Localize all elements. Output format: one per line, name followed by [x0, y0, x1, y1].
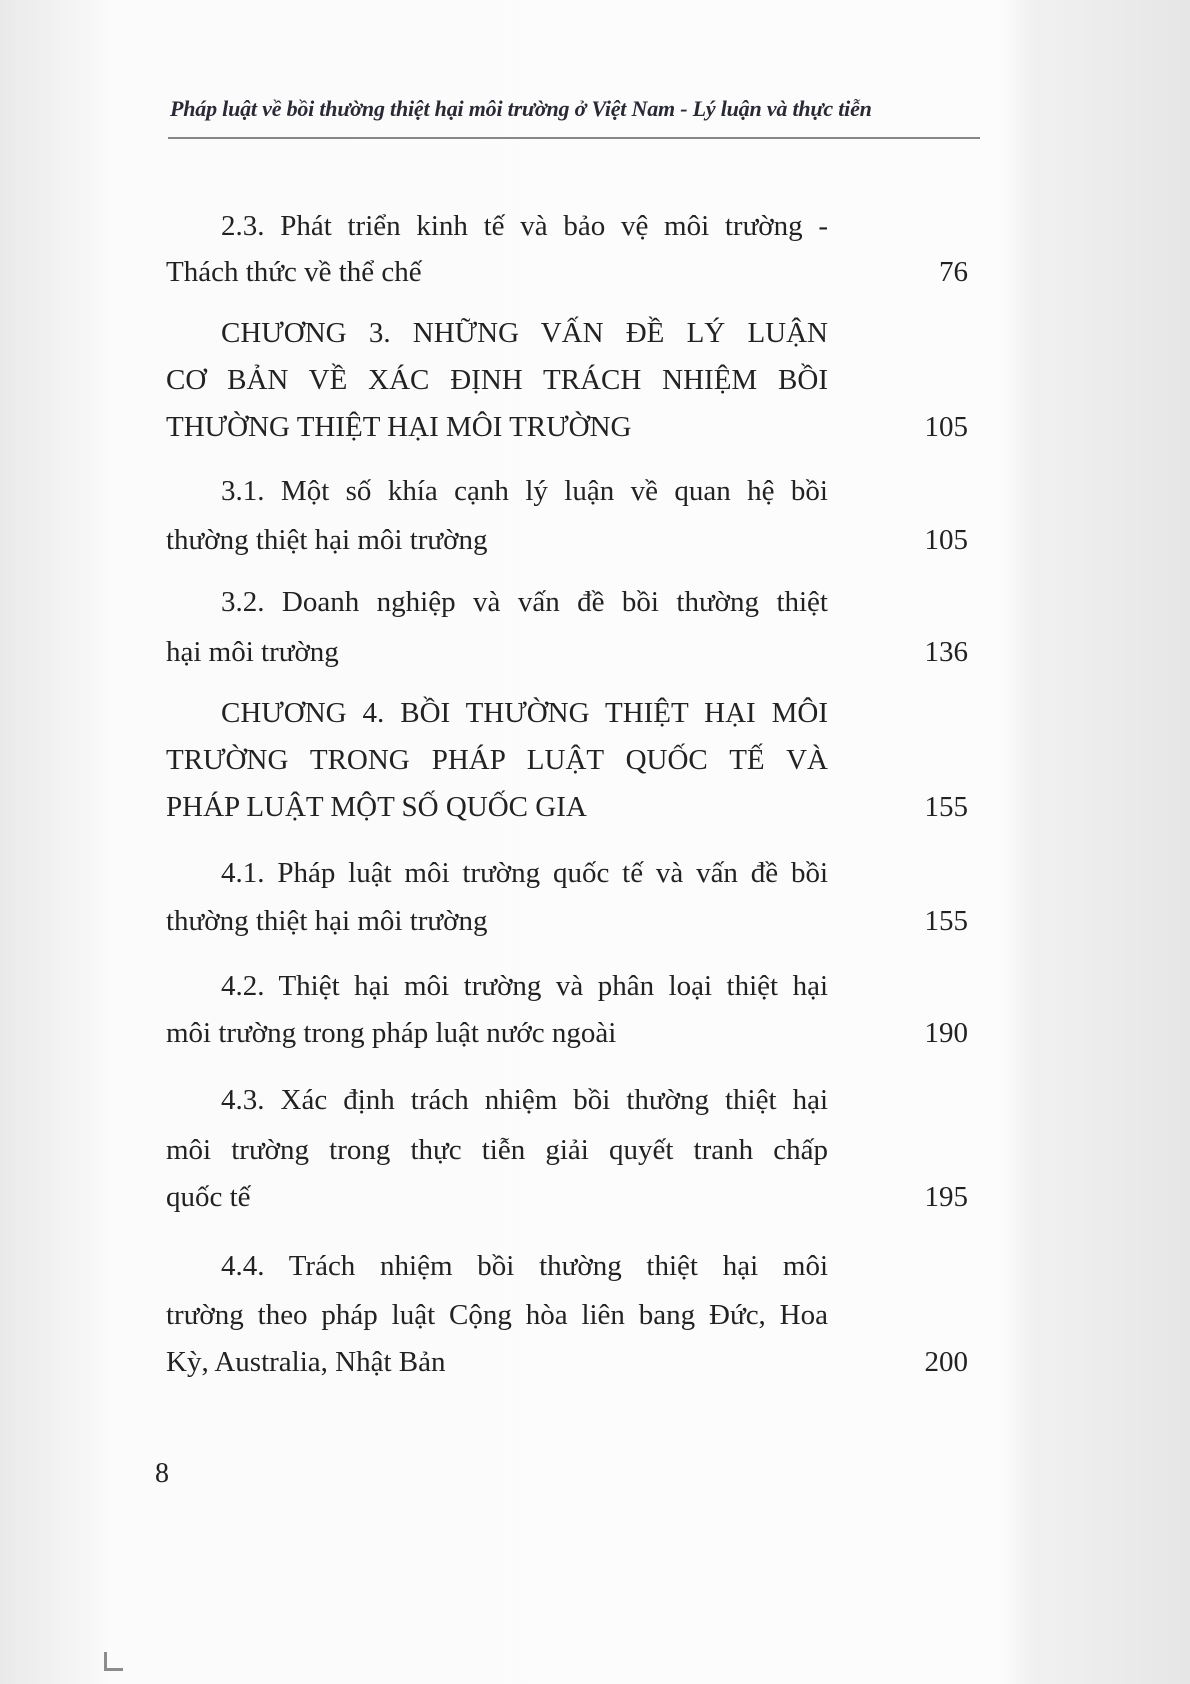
- toc-entry-line: 2.3. Phát triển kinh tế và bảo vệ môi trường -: [221, 210, 828, 242]
- toc-page-number: 155: [924, 905, 968, 937]
- toc-entry-line: quốc tế: [166, 1181, 251, 1213]
- toc-entry-line: 4.1. Pháp luật môi trường quốc tế và vấn đề bồi: [221, 857, 828, 889]
- toc-entry-line: CƠ BẢN VỀ XÁC ĐỊNH TRÁCH NHIỆM BỒI: [166, 364, 828, 396]
- toc-entry-line: thường thiệt hại môi trường: [166, 524, 488, 556]
- toc-entry-line: trường theo pháp luật Cộng hòa liên bang Đức, Hoa: [166, 1299, 828, 1331]
- toc-entry: [166, 689, 968, 831]
- page-number: 8: [155, 1458, 169, 1489]
- toc-entry-line: PHÁP LUẬT MỘT SỐ QUỐC GIA: [166, 791, 587, 823]
- toc-entry-line: thường thiệt hại môi trường: [166, 905, 488, 937]
- toc-entry: [166, 309, 968, 451]
- toc-page-number: 136: [924, 636, 968, 668]
- running-header: Pháp luật về bồi thường thiệt hại môi trường ở Việt Nam - Lý luận và thực tiễn: [170, 96, 872, 121]
- toc-entry-line: Kỳ, Australia, Nhật Bản: [166, 1346, 446, 1378]
- toc-page-number: 200: [924, 1346, 968, 1378]
- toc-page-number: 105: [924, 524, 968, 556]
- toc-entry-line: TRƯỜNG TRONG PHÁP LUẬT QUỐC TẾ VÀ: [166, 744, 828, 776]
- toc-entry-line: môi trường trong thực tiễn giải quyết tranh chấp: [166, 1134, 828, 1166]
- toc-entry-line: CHƯƠNG 3. NHỮNG VẤN ĐỀ LÝ LUẬN: [221, 317, 828, 349]
- toc-page-number: 190: [924, 1017, 968, 1049]
- toc-entry-line: 4.4. Trách nhiệm bồi thường thiệt hại môi: [221, 1250, 828, 1282]
- toc-entry: [166, 467, 968, 564]
- toc-entry: [166, 1076, 968, 1221]
- header-rule: [168, 137, 980, 139]
- toc-entry-line: hại môi trường: [166, 636, 339, 668]
- toc-entry-line: môi trường trong pháp luật nước ngoài: [166, 1017, 617, 1049]
- toc-entry: [166, 578, 968, 676]
- toc-page-number: 195: [924, 1181, 968, 1213]
- toc-entry-line: 4.2. Thiệt hại môi trường và phân loại thiệt hại: [221, 970, 828, 1002]
- toc-entry-line: 3.1. Một số khía cạnh lý luận về quan hệ bồi: [221, 475, 828, 507]
- toc-entry: [166, 849, 968, 945]
- toc-entry-line: 3.2. Doanh nghiệp và vấn đề bồi thường thiệt: [221, 586, 828, 618]
- toc-entry-line: THƯỜNG THIỆT HẠI MÔI TRƯỜNG: [166, 411, 632, 443]
- toc-page-number: 76: [939, 256, 968, 288]
- toc-page-number: 105: [924, 411, 968, 443]
- toc-entry: [166, 1242, 968, 1386]
- toc-entry: [166, 962, 968, 1057]
- scan-corner-mark: [104, 1652, 123, 1671]
- toc-page-number: 155: [924, 791, 968, 823]
- toc-entry-line: 4.3. Xác định trách nhiệm bồi thường thiệt hại: [221, 1084, 828, 1116]
- toc-entry-line: Thách thức về thể chế: [166, 256, 422, 288]
- toc-entry: [166, 202, 968, 296]
- toc-entry-line: CHƯƠNG 4. BỒI THƯỜNG THIỆT HẠI MÔI: [221, 697, 828, 729]
